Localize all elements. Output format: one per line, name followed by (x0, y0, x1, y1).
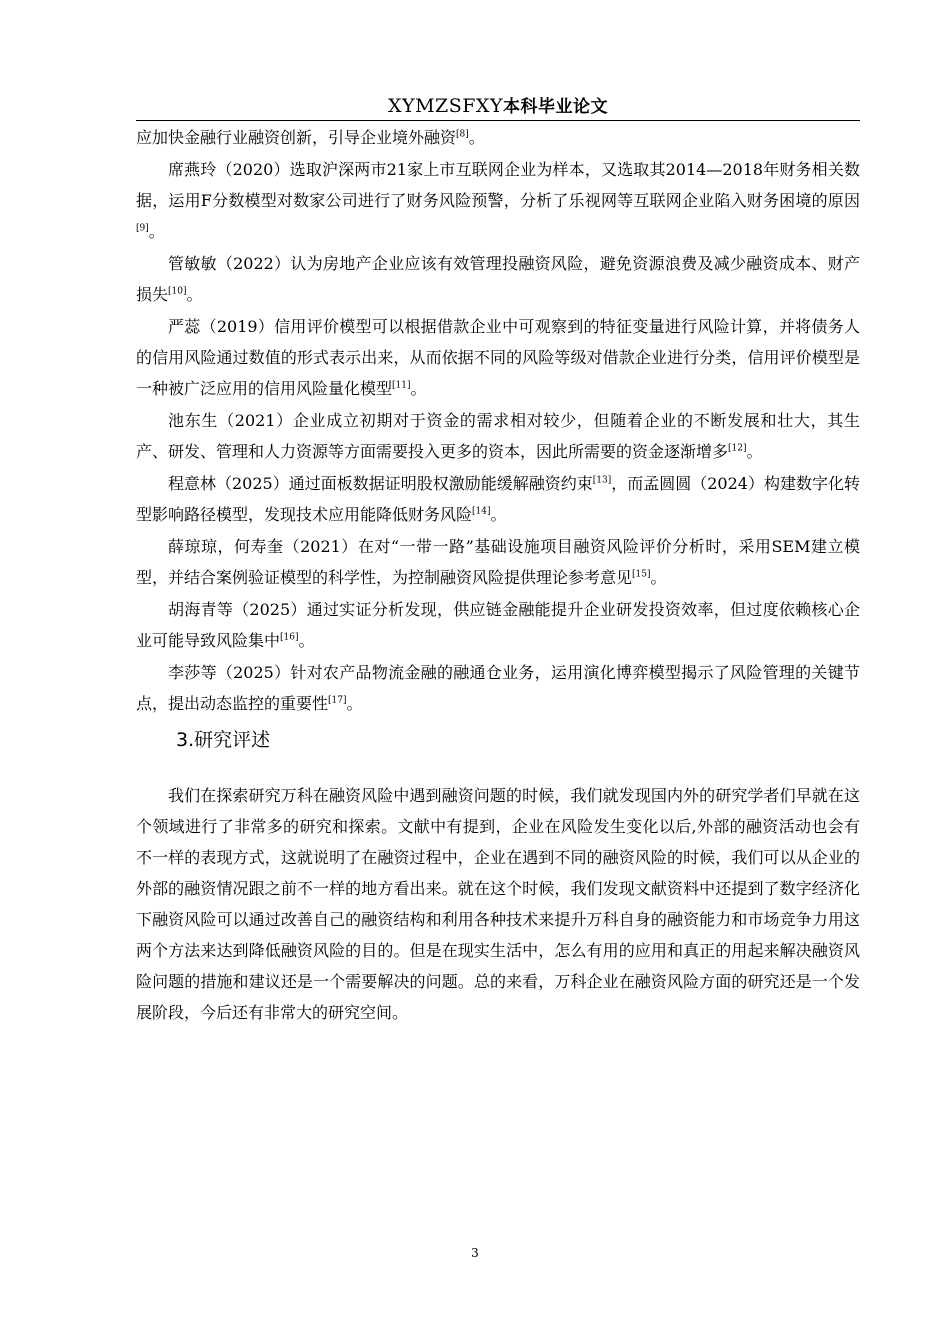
summary-paragraph: 我们在探索研究万科在融资风险中遇到融资问题的时候，我们就发现国内外的研究学者们早就在这个领域进行了非常多的研究和探索。文献中有提到，企业在风险发生变化以后,外部的融资活动也会有不一样的表现方式，这就说明了在融资过程中，企业在遇到不同的融资风险的时候，我们可以从企业的外部的融资情况跟之前不一样的地方看出来。就在这个时候，我们发现文献资料中还提到了数字经济化下融资风险可以通过改善自己的融资结构和利用各种技术来提升万科自身的融资能力和市场竞争力用这两个方法来达到降低融资风险的目的。但是在现实生活中，怎么有用的应用和真正的用起来解决融资风险问题的措施和建议还是一个需要解决的问题。总的来看，万科企业在融资风险方面的研究还是一个发展阶段，今后还有非常大的研究空间。 (136, 786, 860, 1022)
paragraph-8: 胡海青等（2025）通过实证分析发现，供应链金融能提升企业研发投资效率，但过度依赖核心企业可能导致风险集中[16]。 (136, 600, 860, 650)
paragraph-9: 李莎等（2025）针对农产品物流金融的融通仓业务，运用演化博弈模型揭示了风险管理的关键节点，提出动态监控的重要性[17]。 (136, 663, 860, 713)
paragraph-5: 池东生（2021）企业成立初期对于资金的需求相对较少，但随着企业的不断发展和壮大，其生产、研发、管理和人力资源等方面需要投入更多的资本，因此所需要的资金逐渐增多[12]。 (136, 411, 860, 461)
paragraph-6: 程意林（2025）通过面板数据证明股权激励能缓解融资约束[13]，而孟圆圆（2024）构建数字化转型影响路径模型，发现技术应用能降低财务风险[14]。 (136, 474, 860, 524)
header-latin: XYMZSFXY (388, 95, 503, 117)
paragraph-1: 应加快金融行业融资创新，引导企业境外融资[8]。 (136, 128, 485, 147)
paragraph-4: 严蕊（2019）信用评价模型可以根据借款企业中可观察到的特征变量进行风险计算，并将债务人的信用风险通过数值的形式表示出来，从而依据不同的风险等级对借款企业进行分类，信用评价模型是一种被广泛应用的信用风险量化模型[11]。 (136, 317, 860, 398)
section-title: 3.研究评述 (176, 729, 271, 751)
paragraph-2: 席燕玲（2020）选取沪深两市21家上市互联网企业为样本，又选取其2014—2018年财务相关数据，运用F分数模型对数家公司进行了财务风险预警，分析了乐视网等互联网企业陷入财务困境的原因[9]。 (136, 160, 860, 241)
page-header (136, 94, 860, 121)
header-title (136, 94, 860, 119)
paragraph-3: 管敏敏（2022）认为房地产企业应该有效管理投融资风险，避免资源浪费及减少融资成本、财产损失[10]。 (136, 254, 860, 304)
page-number: 3 (471, 1246, 479, 1260)
header-cn: 本科毕业论文 (503, 97, 608, 117)
page-body (136, 122, 860, 1029)
paragraph-7: 薛琼琼，何寿奎（2021）在对“一带一路”基础设施项目融资风险评价分析时，采用SEM建立模型，并结合案例验证模型的科学性，为控制融资风险提供理论参考意见[15]。 (136, 537, 860, 587)
